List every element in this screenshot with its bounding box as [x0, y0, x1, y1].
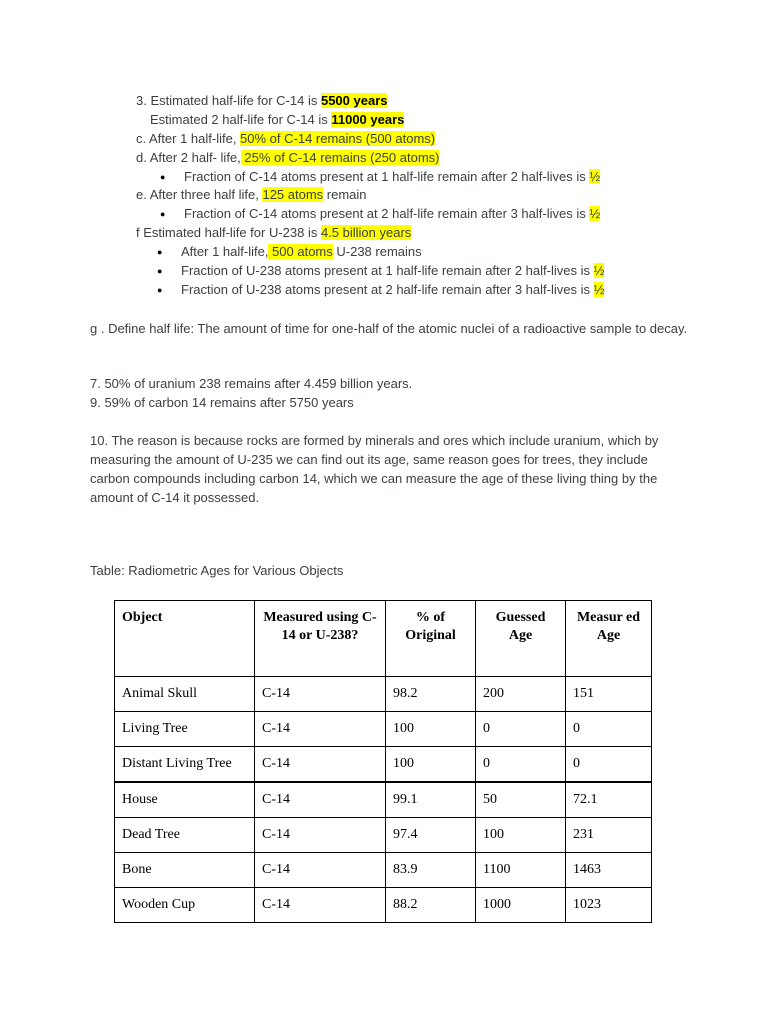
bullet-line — [181, 281, 604, 299]
table-cell: 100 — [386, 712, 476, 747]
table-cell: 0 — [476, 747, 566, 783]
note-text: e. After three half life, — [136, 187, 263, 202]
bullet-line — [181, 243, 422, 261]
table-cell: C-14 — [255, 712, 386, 747]
note-line — [150, 111, 404, 129]
table-cell: C-14 — [255, 853, 386, 888]
table-cell: 100 — [476, 818, 566, 853]
note-line — [136, 224, 411, 242]
table-cell: 98.2 — [386, 677, 476, 712]
highlight: 4.5 billion years — [320, 225, 412, 240]
table-cell: 151 — [566, 677, 652, 712]
table-row — [115, 712, 652, 747]
answer-9: 9. 59% of carbon 14 remains after 5750 years — [90, 395, 354, 410]
table-cell: 88.2 — [386, 888, 476, 923]
highlight: 125 atoms — [262, 187, 324, 202]
radiometric-ages-table — [114, 600, 652, 923]
table-cell: Dead Tree — [115, 818, 255, 853]
table-cell: Distant Living Tree — [115, 747, 255, 783]
column-header: % of Original — [386, 601, 476, 677]
table-cell: 1023 — [566, 888, 652, 923]
table-caption: Table: Radiometric Ages for Various Objects — [90, 563, 344, 578]
table-row — [115, 677, 652, 712]
bullet-line — [184, 168, 600, 186]
table-cell: C-14 — [255, 747, 386, 783]
note-line — [136, 149, 439, 167]
note-text: c. After 1 half-life, — [136, 131, 241, 146]
table-cell: House — [115, 782, 255, 818]
note-text: Fraction of U-238 atoms present at 2 half-life remain after 3 half-lives is — [181, 282, 594, 297]
table-cell: 0 — [476, 712, 566, 747]
answer-10: 10. The reason is because rocks are formed by minerals and ores which include uranium, which by measuring the amount of U-235 we can find out its age, same reason goes for trees, they include carbon compounds including carbon 14, which we can measure the age of these living thing by the amount of C-14 it possessed. — [90, 433, 659, 505]
table-cell: 97.4 — [386, 818, 476, 853]
highlight: 11000 years — [331, 112, 405, 127]
table-row — [115, 853, 652, 888]
column-header: Measur ed Age — [566, 601, 652, 677]
note-line — [136, 130, 435, 148]
table-cell: C-14 — [255, 677, 386, 712]
table-cell: Bone — [115, 853, 255, 888]
highlight: ½ — [593, 282, 605, 297]
note-text: remain — [323, 187, 367, 202]
table-cell: Living Tree — [115, 712, 255, 747]
table-cell: 200 — [476, 677, 566, 712]
table-cell: C-14 — [255, 888, 386, 923]
highlight: ½ — [589, 169, 601, 184]
highlight: ½ — [593, 263, 605, 278]
highlight: 25% of C-14 remains (250 atoms) — [240, 150, 440, 165]
note-text: Fraction of C-14 atoms present at 1 half-life remain after 2 half-lives is — [184, 169, 590, 184]
table-row — [115, 782, 652, 818]
table-cell: C-14 — [255, 782, 386, 818]
note-text: Estimated 2 half-life for C-14 is — [150, 112, 332, 127]
note-text: Fraction of U-238 atoms present at 1 half-life remain after 2 half-lives is — [181, 263, 594, 278]
highlight: 5500 years — [320, 93, 388, 108]
table-cell: 0 — [566, 712, 652, 747]
note-text: 3. Estimated half-life for C-14 is — [136, 93, 321, 108]
bullet-line — [184, 205, 600, 223]
table-row — [115, 747, 652, 783]
note-line — [136, 186, 367, 204]
note-text: After 1 half-life, — [181, 244, 269, 259]
table-cell: 231 — [566, 818, 652, 853]
table-cell: 1463 — [566, 853, 652, 888]
highlight: ½ — [589, 206, 601, 221]
table-cell: Wooden Cup — [115, 888, 255, 923]
answer-7: 7. 50% of uranium 238 remains after 4.459 billion years. — [90, 376, 413, 391]
table-cell: 99.1 — [386, 782, 476, 818]
table-cell: Animal Skull — [115, 677, 255, 712]
note-line — [136, 92, 387, 110]
bullet-line — [181, 262, 604, 280]
table-cell: 50 — [476, 782, 566, 818]
table-cell: 1100 — [476, 853, 566, 888]
highlight: 50% of C-14 remains (500 atoms) — [240, 131, 436, 146]
table-row — [115, 888, 652, 923]
note-text: f Estimated half-life for U-238 is — [136, 225, 321, 240]
table-cell: 1000 — [476, 888, 566, 923]
table-row — [115, 818, 652, 853]
column-header: Measured using C-14 or U-238? — [255, 601, 386, 677]
note-text: U-238 remains — [332, 244, 422, 259]
note-text: d. After 2 half- life, — [136, 150, 241, 165]
table-cell: 100 — [386, 747, 476, 783]
table-cell: 83.9 — [386, 853, 476, 888]
table-cell: 72.1 — [566, 782, 652, 818]
column-header: Object — [115, 601, 255, 677]
table-header-row — [115, 601, 652, 677]
column-header: Guessed Age — [476, 601, 566, 677]
note-text: Fraction of C-14 atoms present at 2 half-life remain after 3 half-lives is — [184, 206, 590, 221]
table-cell: C-14 — [255, 818, 386, 853]
definition-paragraph: g . Define half life: The amount of time for one-half of the atomic nuclei of a radioactive sample to decay. — [90, 321, 688, 336]
highlight: 500 atoms — [268, 244, 333, 259]
table-cell: 0 — [566, 747, 652, 783]
